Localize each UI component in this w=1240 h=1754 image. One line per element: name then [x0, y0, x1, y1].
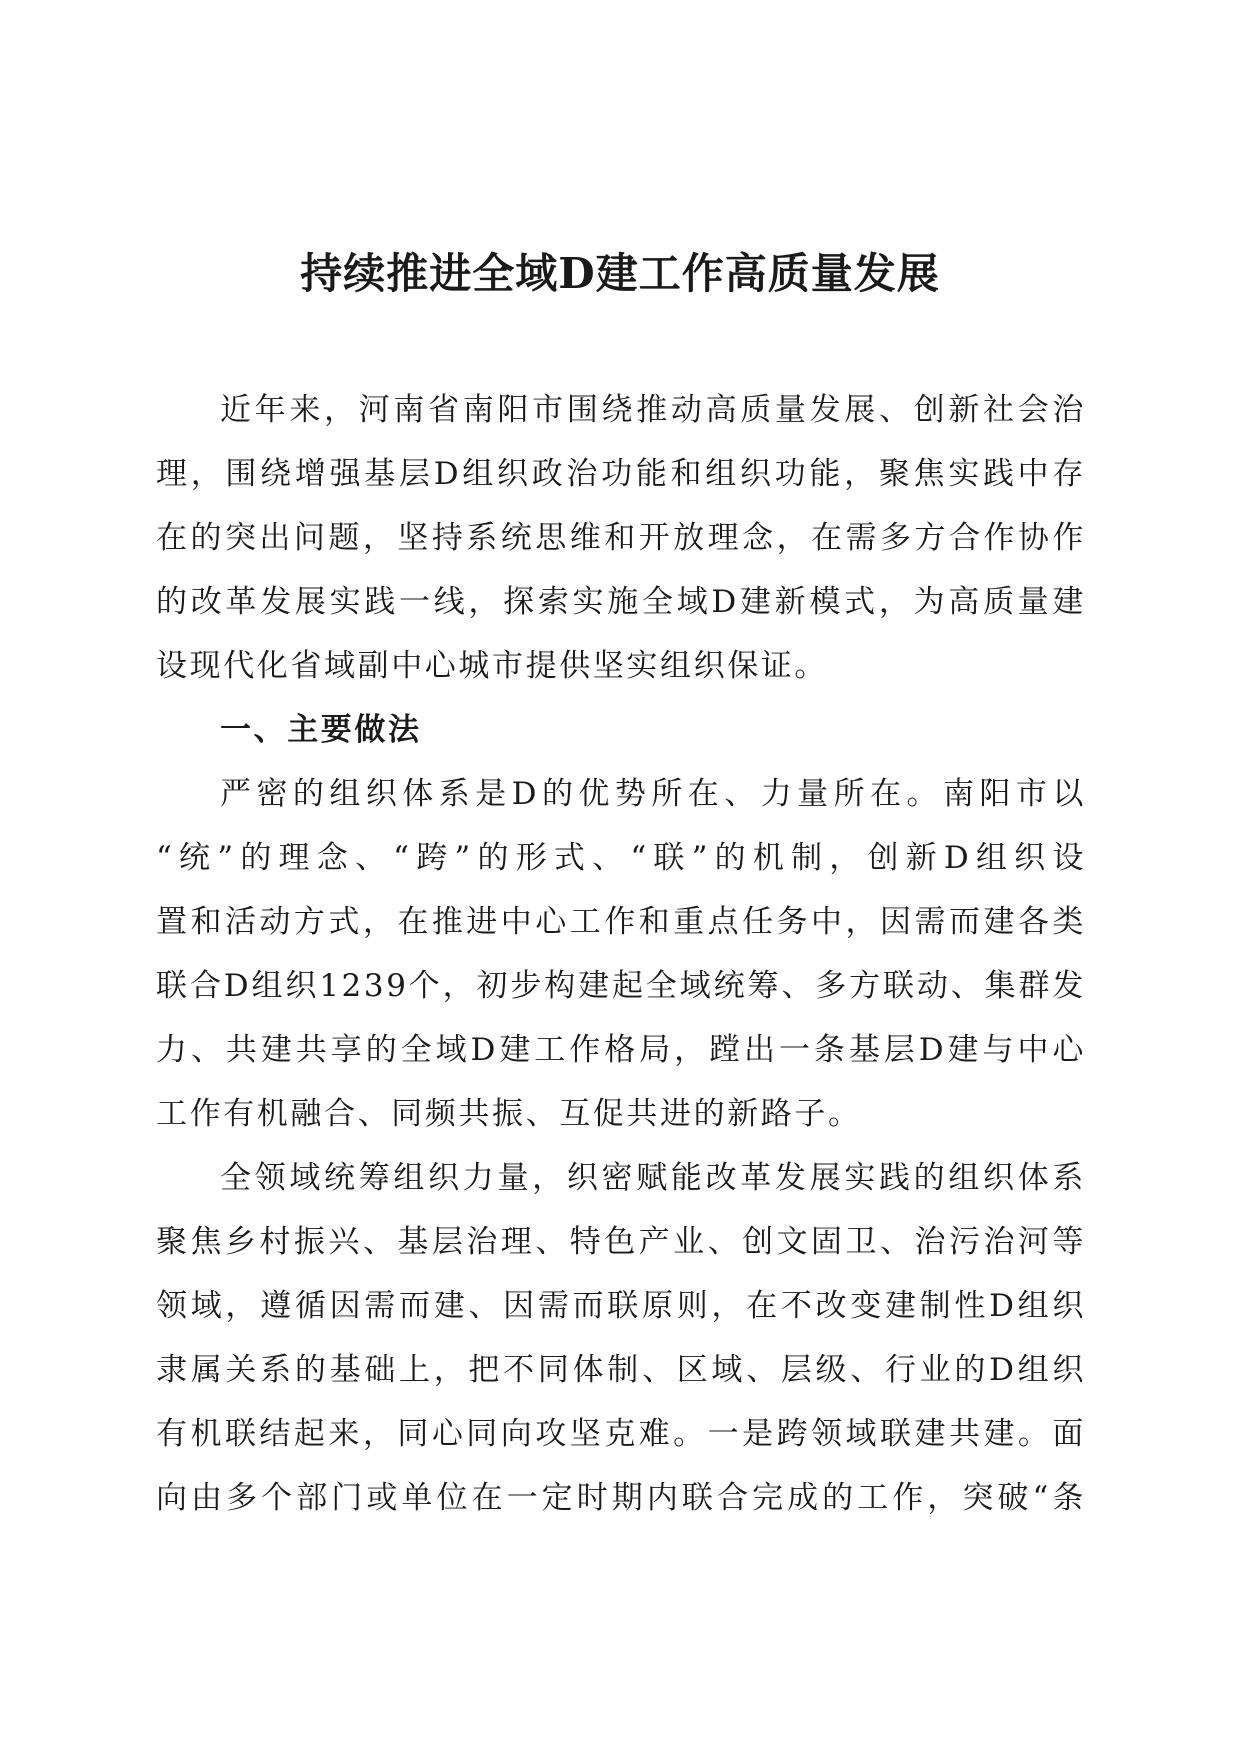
document-body [156, 378, 1086, 1530]
section-heading: 一、主要做法 [220, 712, 422, 748]
text-line: 聚焦乡村振兴、基层治理、特色产业、创文固卫、治污治河等 [156, 1224, 1086, 1260]
text-line: 在的突出问题，坚持系统思维和开放理念，在需多方合作协作 [156, 520, 1086, 556]
paragraph-intro [156, 378, 1086, 698]
text-line: 向由多个部门或单位在一定时期内联合完成的工作，突破“条 [156, 1480, 1086, 1516]
paragraph-practice [156, 762, 1086, 1146]
text-line: 全领域统筹组织力量，织密赋能改革发展实践的组织体系 [220, 1160, 1086, 1196]
text-line: 工作有机融合、同频共振、互促共进的新路子。 [156, 1096, 862, 1132]
text-line: 有机联结起来，同心同向攻坚克难。一是跨领域联建共建。面 [156, 1416, 1086, 1452]
text-line: 理，围绕增强基层D组织政治功能和组织功能，聚焦实践中存 [156, 456, 1086, 492]
text-line: 置和活动方式，在推进中心工作和重点任务中，因需而建各类 [156, 904, 1086, 940]
text-line: 近年来，河南省南阳市围绕推动高质量发展、创新社会治 [220, 392, 1086, 428]
text-line: 领域，遵循因需而建、因需而联原则，在不改变建制性D组织 [156, 1288, 1086, 1324]
text-line: 的改革发展实践一线，探索实施全域D建新模式，为高质量建 [156, 584, 1086, 620]
text-line: 设现代化省域副中心城市提供坚实组织保证。 [156, 648, 828, 684]
text-line: 联合D组织1239个，初步构建起全域统筹、多方联动、集群发 [156, 968, 1086, 1004]
text-line: 力、共建共享的全域D建工作格局，蹚出一条基层D建与中心 [156, 1032, 1086, 1068]
text-line: “统”的理念、“跨”的形式、“联”的机制，创新D组织设 [156, 840, 1086, 876]
text-line: 隶属关系的基础上，把不同体制、区域、层级、行业的D组织 [156, 1352, 1086, 1388]
paragraph-coordination [156, 1146, 1086, 1530]
document-title: 持续推进全域D建工作高质量发展 [300, 249, 940, 298]
text-line: 严密的组织体系是D的优势所在、力量所在。南阳市以 [220, 776, 1086, 812]
